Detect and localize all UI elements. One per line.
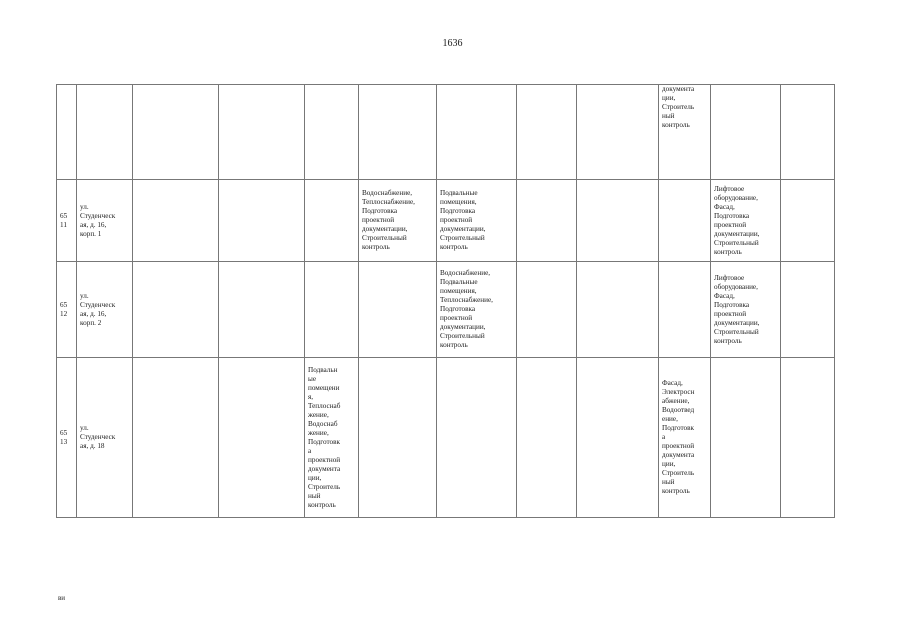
cell-col4	[219, 358, 305, 518]
cell-col11	[711, 85, 781, 180]
cell-col9	[577, 85, 659, 180]
page-number: 1636	[442, 38, 463, 49]
cell-col12	[781, 85, 835, 180]
cell-col3	[133, 180, 219, 262]
cell-col12	[781, 180, 835, 262]
cell-col10: Фасад, Электросн абжение, Водоотвед ение, Подготовк а проектной документа ции, Строитель ный контроль	[659, 358, 711, 518]
cell-col8	[517, 358, 577, 518]
footer-mark: ви	[58, 594, 66, 602]
table-row	[57, 262, 835, 358]
cell-col8	[517, 85, 577, 180]
cell-num: 65 12	[57, 262, 77, 358]
cell-num: 65 11	[57, 180, 77, 262]
cell-col5	[305, 180, 359, 262]
cell-col7	[437, 85, 517, 180]
cell-col7	[437, 358, 517, 518]
cell-col5: Подвальн ые помещени я, Теплоснаб жение, Водоснаб жение, Подготовк а проектной документа ции, Строитель ный контроль	[305, 358, 359, 518]
cell-col12	[781, 358, 835, 518]
cell-col7: Подвальные помещения, Подготовка проектной документации, Строительный контроль	[437, 180, 517, 262]
cell-col11	[711, 358, 781, 518]
cell-col11: Лифтовое оборудование, Фасад, Подготовка проектной документации, Строительный контроль	[711, 180, 781, 262]
cell-num	[57, 85, 77, 180]
cell-col4	[219, 180, 305, 262]
cell-address: ул. Студенческ ая, д. 16, корп. 2	[77, 262, 133, 358]
table-row	[57, 358, 835, 518]
cell-col8	[517, 180, 577, 262]
cell-col6	[359, 85, 437, 180]
table-row-continuation	[57, 85, 835, 180]
cell-col5	[305, 85, 359, 180]
works-table	[56, 84, 835, 518]
cell-col3	[133, 85, 219, 180]
cell-col3	[133, 262, 219, 358]
cell-address: ул. Студенческ ая, д. 18	[77, 358, 133, 518]
cell-col12	[781, 262, 835, 358]
cell-col10: документа ции, Строитель ный контроль	[659, 85, 711, 180]
cell-col7: Водоснабжение, Подвальные помещения, Теплоснабжение, Подготовка проектной документации, Строительный контроль	[437, 262, 517, 358]
cell-num: 65 13	[57, 358, 77, 518]
cell-col9	[577, 358, 659, 518]
cell-col6	[359, 358, 437, 518]
cell-col4	[219, 262, 305, 358]
cell-col6: Водоснабжение, Теплоснабжение, Подготовка проектной документации, Строительный контроль	[359, 180, 437, 262]
cell-col4	[219, 85, 305, 180]
cell-col8	[517, 262, 577, 358]
cell-col9	[577, 180, 659, 262]
cell-col9	[577, 262, 659, 358]
cell-col10	[659, 180, 711, 262]
cell-col5	[305, 262, 359, 358]
cell-address: ул. Студенческ ая, д. 16, корп. 1	[77, 180, 133, 262]
cell-col10	[659, 262, 711, 358]
table-row	[57, 180, 835, 262]
cell-col6	[359, 262, 437, 358]
cell-address	[77, 85, 133, 180]
cell-col11: Лифтовое оборудование, Фасад, Подготовка проектной документации, Строительный контроль	[711, 262, 781, 358]
cell-col3	[133, 358, 219, 518]
